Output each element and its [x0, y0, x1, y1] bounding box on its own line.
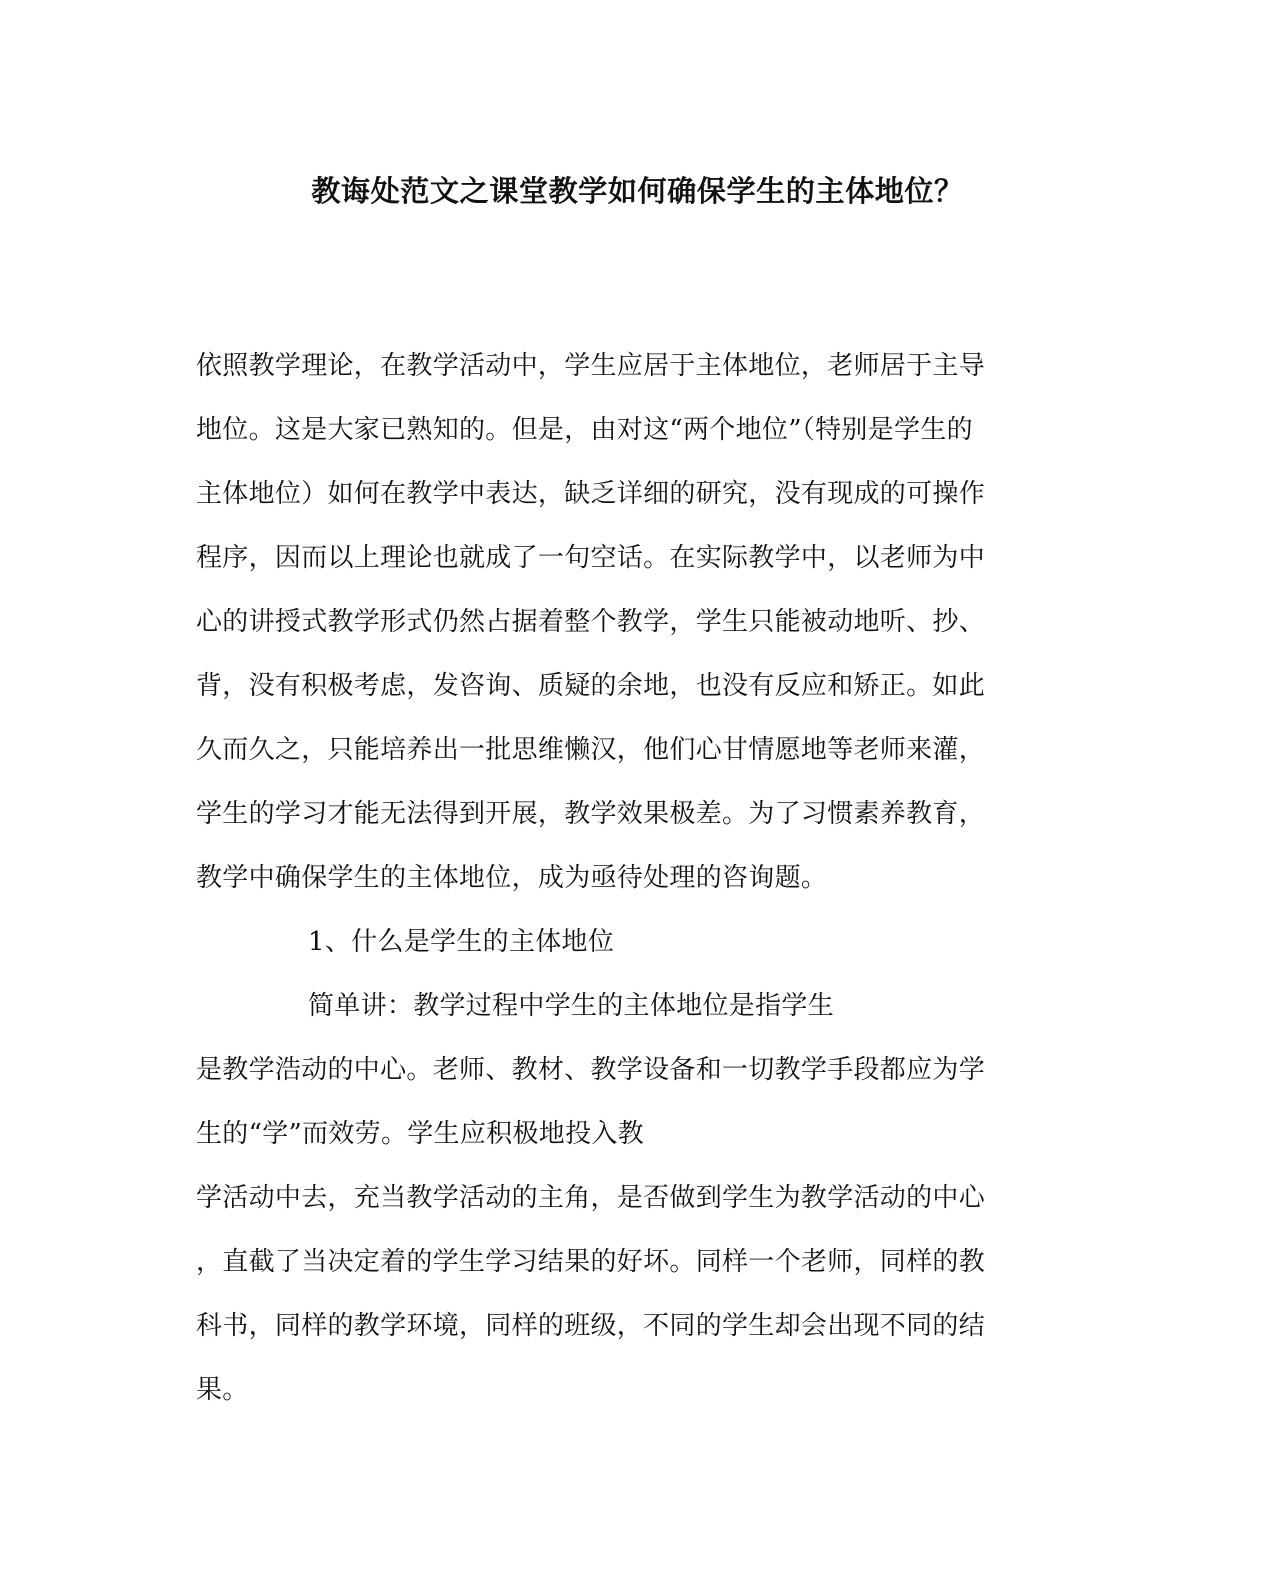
paragraph-line: 依照教学理论，在教学活动中，学生应居于主体地位，老师居于主导: [196, 351, 986, 381]
paragraph-line: 久而久之，只能培养出一批思维懒汉，他们心甘情愿地等老师来灌，: [196, 735, 986, 765]
paragraph-line: 教学中确保学生的主体地位，成为亟待处理的咨询题。: [196, 863, 828, 893]
paragraph-line: ，直截了当决定着的学生学习结果的好坏。同样一个老师，同样的教: [196, 1247, 986, 1277]
paragraph-line: 背，没有积极考虑，发咨询、质疑的余地，也没有反应和矫正。如此: [196, 671, 986, 701]
paragraph-line: 学活动中去，充当教学活动的主角，是否做到学生为教学活动的中心: [196, 1183, 986, 1213]
paragraph-line: 是教学浩动的中心。老师、教材、教学设备和一切教学手段都应为学: [196, 1055, 986, 1085]
paragraph-line: 心的讲授式教学形式仍然占据着整个教学，学生只能被动地听、抄、: [196, 607, 986, 637]
paragraph-line: 地位。这是大家已熟知的。但是，由对这“两个地位”（特别是学生的: [196, 415, 973, 445]
section-heading: 1、什么是学生的主体地位: [308, 927, 615, 957]
paragraph-line: 学生的学习才能无法得到开展，教学效果极差。为了习惯素养教育，: [196, 799, 986, 829]
paragraph-line: 简单讲：教学过程中学生的主体地位是指学生: [308, 991, 835, 1021]
paragraph-line: 主体地位）如何在教学中表达，缺乏详细的研究，没有现成的可操作: [196, 479, 986, 509]
paragraph-line: 程序，因而以上理论也就成了一句空话。在实际教学中，以老师为中: [196, 543, 986, 573]
paragraph-line: 科书，同样的教学环境，同样的班级，不同的学生却会出现不同的结: [196, 1311, 986, 1341]
document-title: 教诲处范文之课堂教学如何确保学生的主体地位？: [311, 174, 964, 208]
paragraph-line: 生的“学”而效劳。学生应积极地投入教: [196, 1119, 644, 1149]
paragraph-line: 果。: [196, 1375, 249, 1405]
